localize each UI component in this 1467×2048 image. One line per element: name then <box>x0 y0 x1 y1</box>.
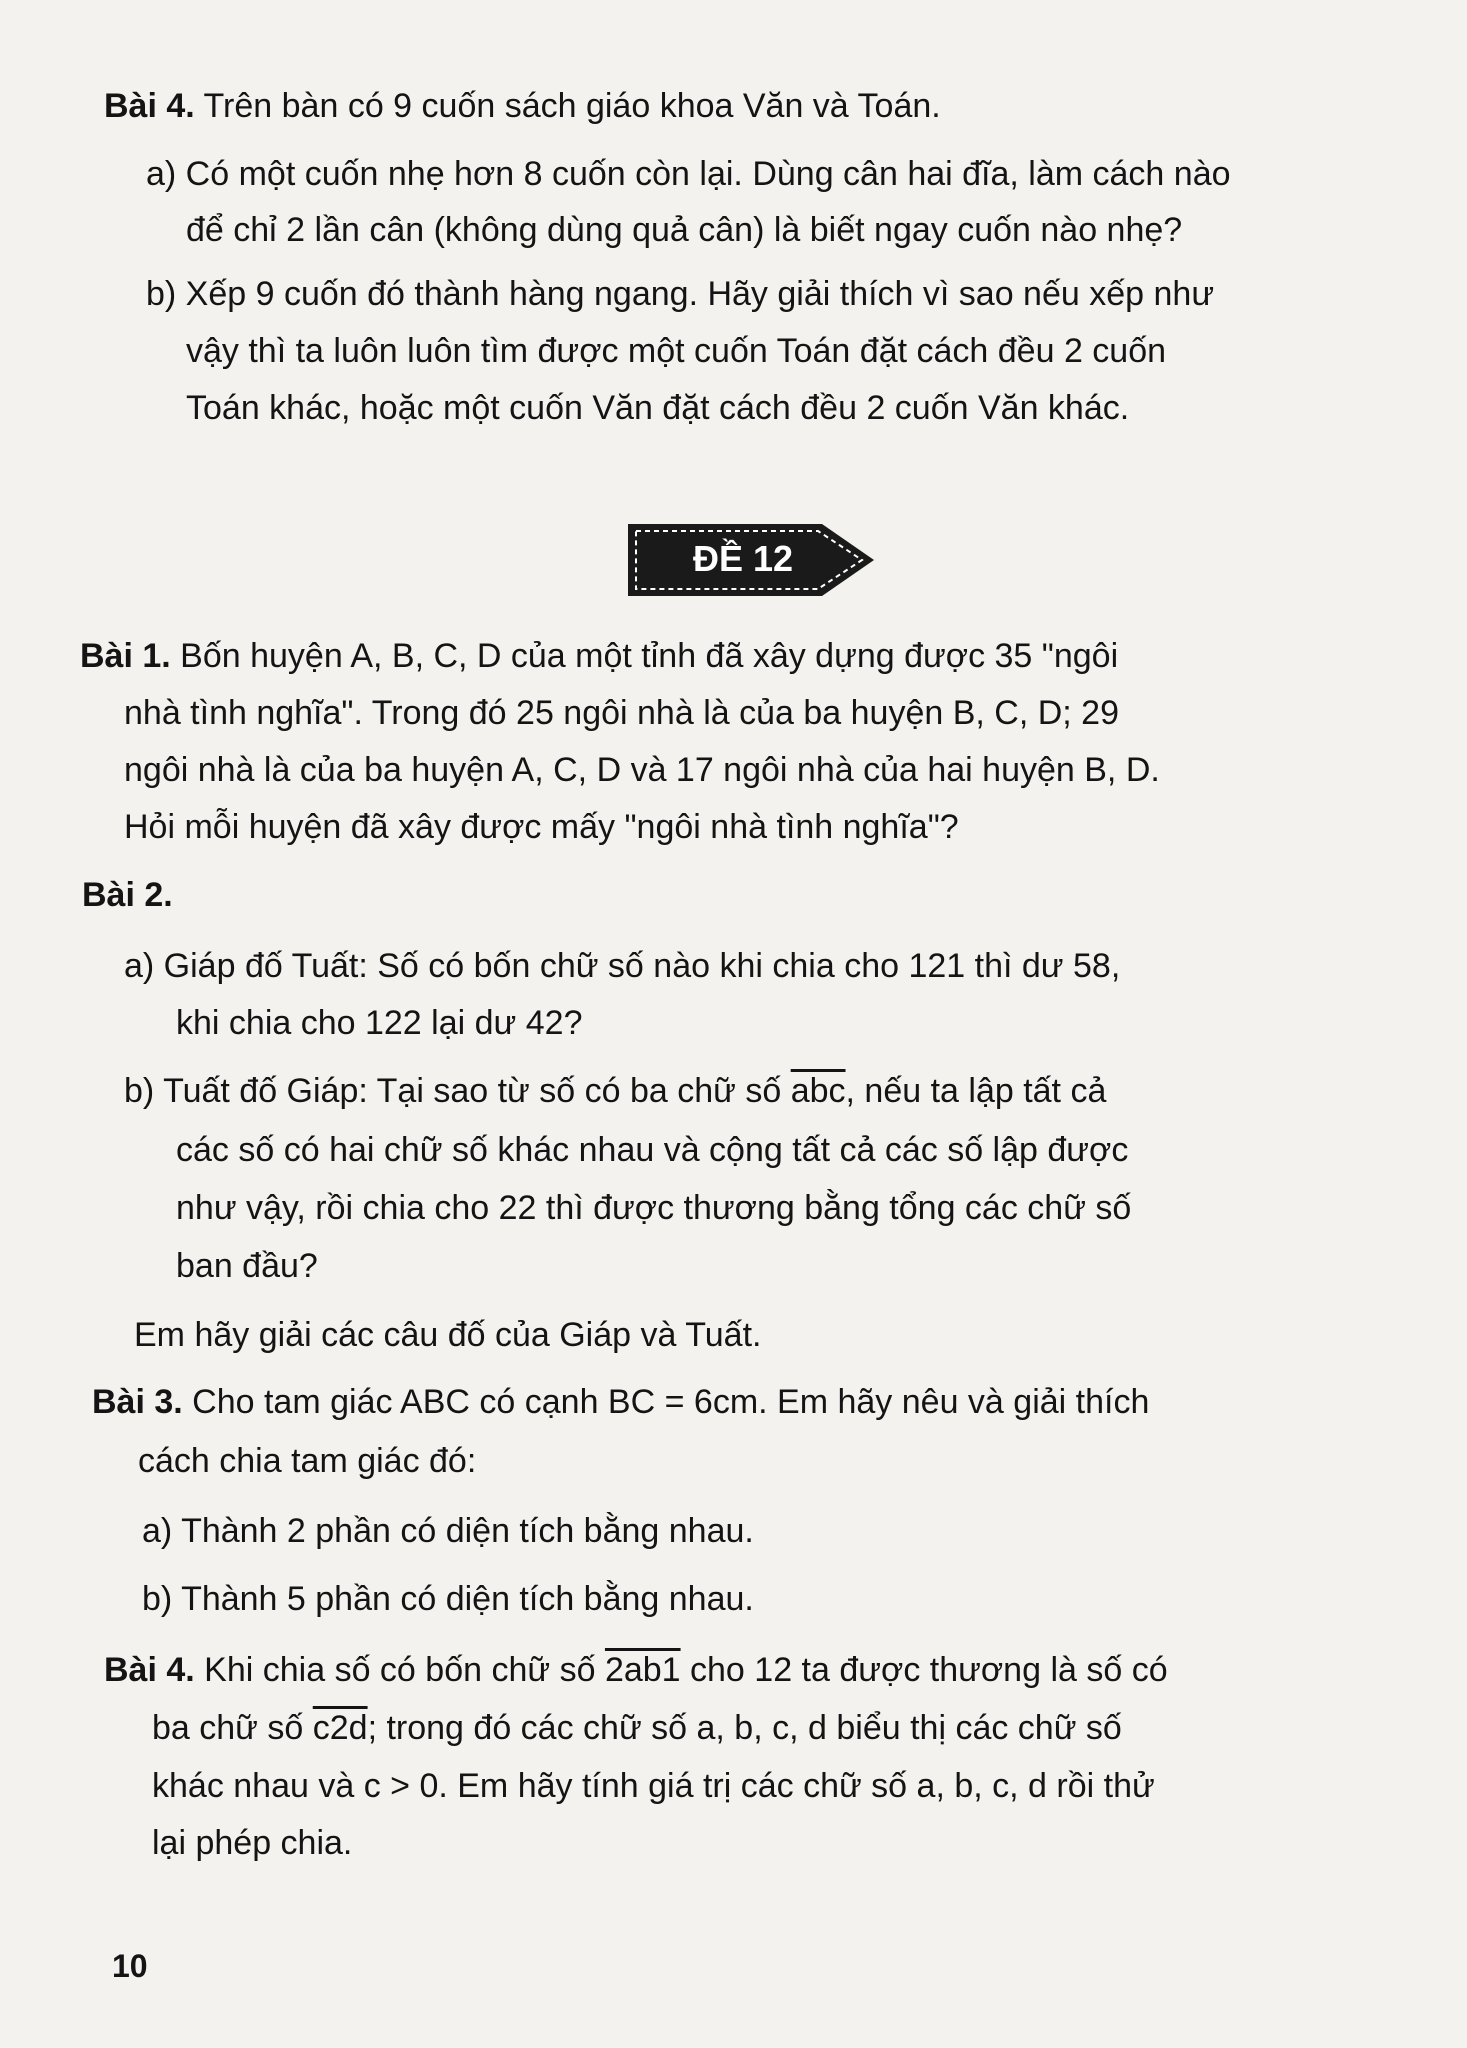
bai4-text-end: cho 12 ta được thương là số có <box>680 1651 1168 1689</box>
prev-bai4b-line2: vậy thì ta luôn luôn tìm được một cuốn Toán đặt cách đều 2 cuốn <box>186 332 1167 370</box>
bai4-line4: lại phép chia. <box>152 1824 353 1862</box>
page-number: 10 <box>112 1948 148 1984</box>
bai2a-line2: khi chia cho 122 lại dư 42? <box>176 1004 583 1042</box>
bai3-label: Bài 3. <box>92 1383 183 1421</box>
bai2b-line4: ban đầu? <box>176 1247 318 1285</box>
section-title: ĐỀ 12 <box>692 538 794 579</box>
bai1-label: Bài 1. <box>80 637 171 675</box>
bai1-line1 <box>80 626 1118 686</box>
bai3-text: Cho tam giác ABC có cạnh BC = 6cm. Em hãy nêu và giải thích <box>182 1383 1150 1421</box>
bai2b-text-end: , nếu ta lập tất cả <box>845 1072 1107 1110</box>
prev-bai4a-line2: để chỉ 2 lần cân (không dùng quả cân) là biết ngay cuốn nào nhẹ? <box>186 211 1183 249</box>
bai2b-line2: các số có hai chữ số khác nhau và cộng tất cả các số lập được <box>176 1131 1129 1169</box>
bai4-line3: khác nhau và c > 0. Em hãy tính giá trị các chữ số a, b, c, d rồi thử <box>152 1767 1155 1805</box>
section-banner <box>626 522 876 598</box>
prev-bai4a-line1: a) Có một cuốn nhẹ hơn 8 cuốn còn lại. Dùng cân hai đĩa, làm cách nào <box>146 155 1231 193</box>
bai3-line2: cách chia tam giác đó: <box>138 1442 477 1480</box>
bai2-label: Bài 2. <box>82 876 173 914</box>
prev-bai4b-line3: Toán khác, hoặc một cuốn Văn đặt cách đều 2 cuốn Văn khác. <box>186 389 1130 427</box>
bai2b-line1 <box>124 1061 1106 1121</box>
bai1-line4: Hỏi mỗi huyện đã xây được mấy "ngôi nhà tình nghĩa"? <box>124 808 959 846</box>
prev-bai4b-line1: b) Xếp 9 cuốn đó thành hàng ngang. Hãy giải thích vì sao nếu xếp như <box>146 275 1215 313</box>
bai4-label: Bài 4. <box>104 1651 195 1689</box>
bai2a-line1: a) Giáp đố Tuất: Số có bốn chữ số nào khi chia cho 121 thì dư 58, <box>124 947 1121 985</box>
bai4-text-start: Khi chia số có bốn chữ số <box>194 1651 605 1689</box>
number-c2d: c2d <box>312 1709 368 1747</box>
bai3-line1 <box>92 1372 1149 1432</box>
bai3a: a) Thành 2 phần có diện tích bằng nhau. <box>142 1512 754 1550</box>
bai1-line2: nhà tình nghĩa". Trong đó 25 ngôi nhà là của ba huyện B, C, D; 29 <box>124 694 1119 732</box>
bai4-line2-end: ; trong đó các chữ số a, b, c, d biểu thị các chữ số <box>367 1709 1122 1747</box>
bai4-line2-start: ba chữ số <box>152 1709 313 1747</box>
prev-bai4 <box>104 76 941 136</box>
number-abc: $\overline{abc}$ <box>790 1072 846 1110</box>
bai1-line3: ngôi nhà là của ba huyện A, C, D và 17 ngôi nhà của hai huyện B, D. <box>124 751 1160 789</box>
bai4-line1 <box>104 1640 1168 1700</box>
bai1-text: Bốn huyện A, B, C, D của một tỉnh đã xây dựng được 35 "ngôi <box>170 637 1119 675</box>
prev-bai4-label: Bài 4. <box>104 87 195 125</box>
bai4-line2 <box>152 1698 1122 1758</box>
bai2b-line3: như vậy, rồi chia cho 22 thì được thương bằng tổng các chữ số <box>176 1189 1132 1227</box>
bai2-closing: Em hãy giải các câu đố của Giáp và Tuất. <box>134 1316 762 1354</box>
bai3b: b) Thành 5 phần có diện tích bằng nhau. <box>142 1580 754 1618</box>
prev-bai4-text: Trên bàn có 9 cuốn sách giáo khoa Văn và Toán. <box>194 87 941 125</box>
bai2b-text-start: b) Tuất đố Giáp: Tại sao từ số có ba chữ số <box>124 1072 791 1110</box>
number-2ab1: 2ab1 <box>604 1651 681 1689</box>
